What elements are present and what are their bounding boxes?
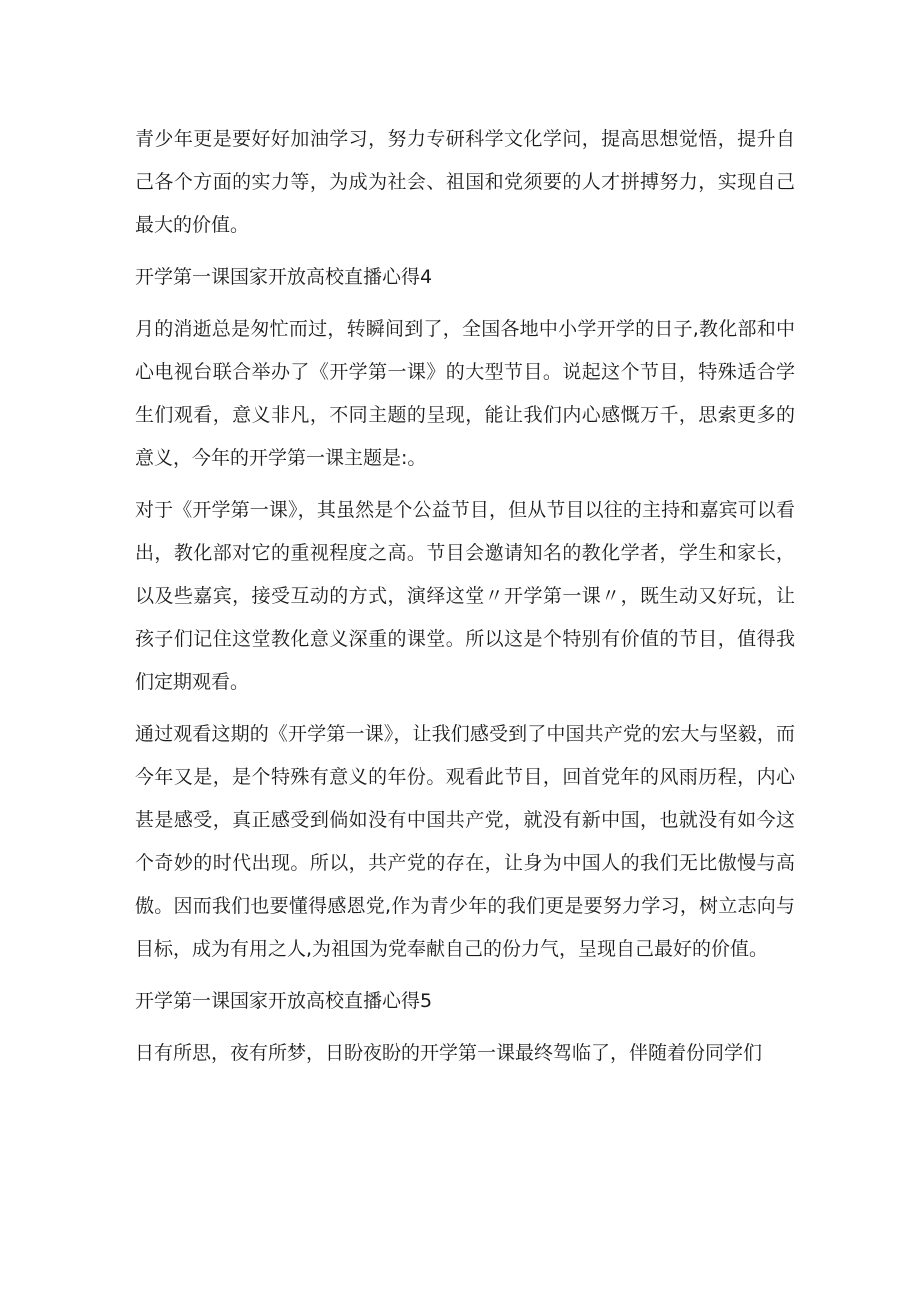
section-heading: 开学第一课国家开放高校直播心得4 (135, 266, 433, 288)
paragraph: 日有所思，夜有所梦，日盼夜盼的开学第一课最终驾临了，伴随着份同学们 (135, 1042, 763, 1064)
document-body (135, 118, 795, 1084)
paragraph: 青少年更是要好好加油学习，努力专研科学文化学问，提高思想觉悟，提升自己各个方面的实力等，为成为社会、祖国和党须要的人才拼搏努力，实现自己最大的价值。 (135, 128, 795, 236)
section-heading: 开学第一课国家开放高校直播心得5 (135, 990, 433, 1012)
paragraph: 通过观看这期的《开学第一课》，让我们感受到了中国共产党的宏大与坚毅，而今年又是，是个特殊有意义的年份。观看此节目，回首党年的风雨历程，内心甚是感受，真正感受到倘如没有中国共产党，就没有新中国，也就没有如今这个奇妙的时代出现。所以，共产党的存在，让身为中国人的我们无比傲慢与高傲。因而我们也要懂得感恩党,作为青少年的我们更是要努力学习，树立志向与目标，成为有用之人,为祖国为党奉献自己的份力气，呈现自己最好的价值。 (135, 723, 795, 960)
paragraph: 月的消逝总是匆忙而过，转瞬间到了，全国各地中小学开学的日子,教化部和中心电视台联合举办了《开学第一课》的大型节目。说起这个节目，特殊适合学生们观看，意义非凡，不同主题的呈现，能让我们内心感慨万千，思索更多的意义，今年的开学第一课主题是:。 (135, 318, 795, 469)
paragraph: 对于《开学第一课》，其虽然是个公益节目，但从节目以往的主持和嘉宾可以看出，教化部对它的重视程度之高。节目会邀请知名的教化学者，学生和家长，以及些嘉宾，接受互动的方式，演绎这堂〃开学第一课〃，既生动又好玩，让孩子们记住这堂教化意义深重的课堂。所以这是个特别有价值的节目，值得我们定期观看。 (135, 499, 795, 693)
